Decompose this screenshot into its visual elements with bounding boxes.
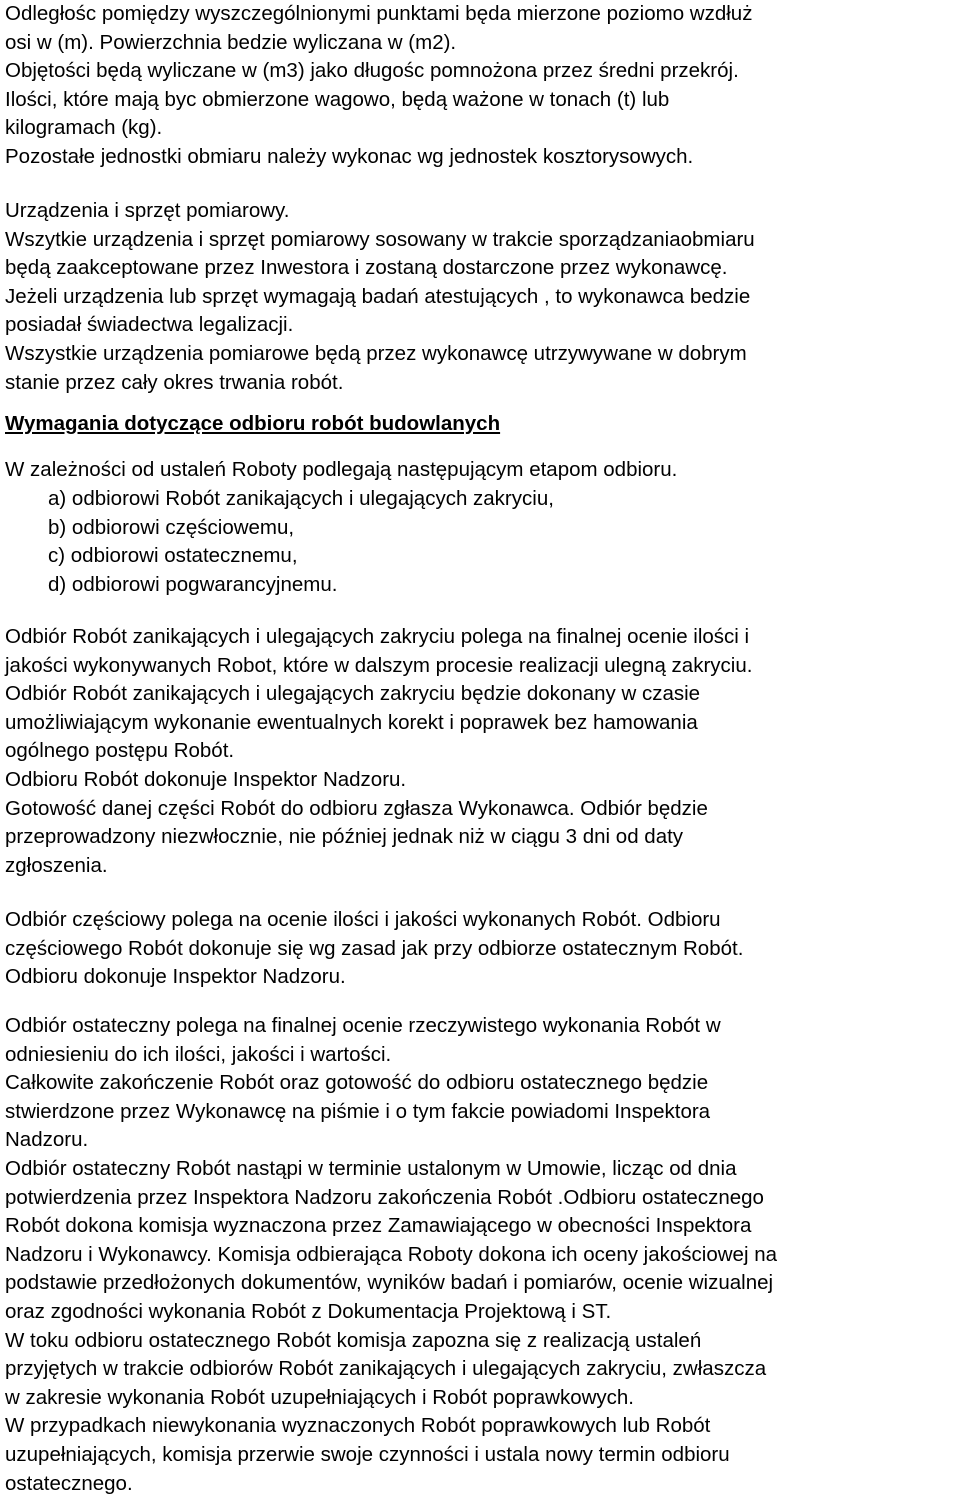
text-line: częściowego Robót dokonuje się wg zasad jak przy odbiorze ostatecznym Robót.	[5, 935, 743, 964]
text-line: Odbiór ostateczny Robót nastąpi w terminie ustalonym w Umowie, licząc od dnia	[5, 1155, 777, 1184]
text-line: umożliwiającym wykonanie ewentualnych korekt i poprawek bez hamowania	[5, 709, 752, 738]
text-line: będą zaakceptowane przez Inwestora i zostaną dostarczone przez wykonawcę.	[5, 254, 755, 283]
text-line: Odbiór ostateczny polega na finalnej ocenie rzeczywistego wykonania Robót w	[5, 1012, 777, 1041]
concealed-works-paragraph	[5, 623, 752, 880]
text-line: Odbioru dokonuje Inspektor Nadzoru.	[5, 963, 743, 992]
text-line: W przypadkach niewykonania wyznaczonych Robót poprawkowych lub Robót	[5, 1412, 777, 1441]
text-line: kilogramach (kg).	[5, 114, 752, 143]
list-item: b) odbiorowi częściowemu,	[5, 514, 554, 543]
text-line: Urządzenia i sprzęt pomiarowy.	[5, 197, 755, 226]
stages-list	[5, 485, 554, 599]
text-line: osi w (m). Powierzchnia bedzie wyliczana w (m2).	[5, 29, 752, 58]
text-line: uzupełniających, komisja przerwie swoje czynności i ustala nowy termin odbioru	[5, 1441, 777, 1470]
text-line: Wszystkie urządzenia pomiarowe będą przez wykonawcę utrzywywane w dobrym	[5, 340, 755, 369]
text-line: zgłoszenia.	[5, 852, 752, 881]
text-line: w zakresie wykonania Robót uzupełniających i Robót poprawkowych.	[5, 1384, 777, 1413]
list-item: c) odbiorowi ostatecznemu,	[5, 542, 554, 571]
text-line: W zależności od ustaleń Roboty podlegają następującym etapom odbioru.	[5, 456, 677, 485]
text-line: Całkowite zakończenie Robót oraz gotowość do odbioru ostatecznego będzie	[5, 1069, 777, 1098]
text-line: Odbiór Robót zanikających i ulegających zakryciu będzie dokonany w czasie	[5, 680, 752, 709]
text-line: Robót dokona komisja wyznaczona przez Zamawiającego w obecności Inspektora	[5, 1212, 777, 1241]
section-heading: Wymagania dotyczące odbioru robót budowlanych	[5, 410, 500, 439]
text-line: Pozostałe jednostki obmiaru należy wykonac wg jednostek kosztorysowych.	[5, 143, 752, 172]
text-line: przyjętych w trakcie odbiorów Robót zanikających i ulegających zakryciu, zwłaszcza	[5, 1355, 777, 1384]
partial-acceptance-paragraph	[5, 906, 743, 992]
text-line: ostatecznego.	[5, 1470, 777, 1498]
text-line: jakości wykonywanych Robot, które w dalszym procesie realizacji ulegną zakryciu.	[5, 652, 752, 681]
text-line: Wszytkie urządzenia i sprzęt pomiarowy sosowany w trakcie sporządzaniaobmiaru	[5, 226, 755, 255]
equipment-section	[5, 197, 755, 397]
text-line: ogólnego postępu Robót.	[5, 737, 752, 766]
text-line: Odbiór Robót zanikających i ulegających zakryciu polega na finalnej ocenie ilości i	[5, 623, 752, 652]
text-line: Ilości, które mają byc obmierzone wagowo, będą ważone w tonach (t) lub	[5, 86, 752, 115]
text-line: Jeżeli urządzenia lub sprzęt wymagają badań atestujących , to wykonawca bedzie	[5, 283, 755, 312]
text-line: potwierdzenia przez Inspektora Nadzoru zakończenia Robót .Odbioru ostatecznego	[5, 1184, 777, 1213]
text-line: Odległośc pomiędzy wyszczególnionymi punktami będa mierzone poziomo wzdłuż	[5, 0, 752, 29]
text-line: oraz zgodności wykonania Robót z Dokumentacja Projektową i ST.	[5, 1298, 777, 1327]
text-line: Objętości będą wyliczane w (m3) jako długośc pomnożona przez średni przekrój.	[5, 57, 752, 86]
text-line: podstawie przedłożonych dokumentów, wyników badań i pomiarów, ocenie wizualnej	[5, 1269, 777, 1298]
list-item: d) odbiorowi pogwarancyjnemu.	[5, 571, 554, 600]
text-line: Nadzoru i Wykonawcy. Komisja odbierająca Roboty dokona ich oceny jakościowej na	[5, 1241, 777, 1270]
text-line: Nadzoru.	[5, 1126, 777, 1155]
text-line: Gotowość danej części Robót do odbioru zgłasza Wykonawca. Odbiór będzie	[5, 795, 752, 824]
final-acceptance-paragraph	[5, 1012, 777, 1498]
list-item: a) odbiorowi Robót zanikających i ulegających zakryciu,	[5, 485, 554, 514]
text-line: W toku odbioru ostatecznego Robót komisja zapozna się z realizacją ustaleń	[5, 1327, 777, 1356]
intro-paragraph	[5, 0, 752, 172]
text-line: stwierdzone przez Wykonawcę na piśmie i o tym fakcie powiadomi Inspektora	[5, 1098, 777, 1127]
text-line: stanie przez cały okres trwania robót.	[5, 369, 755, 398]
text-line: Odbioru Robót dokonuje Inspektor Nadzoru.	[5, 766, 752, 795]
text-line: odniesieniu do ich ilości, jakości i wartości.	[5, 1041, 777, 1070]
stages-intro	[5, 456, 677, 485]
text-line: Odbiór częściowy polega na ocenie ilości i jakości wykonanych Robót. Odbioru	[5, 906, 743, 935]
text-line: przeprowadzony niezwłocznie, nie później jednak niż w ciągu 3 dni od daty	[5, 823, 752, 852]
text-line: posiadał świadectwa legalizacji.	[5, 311, 755, 340]
